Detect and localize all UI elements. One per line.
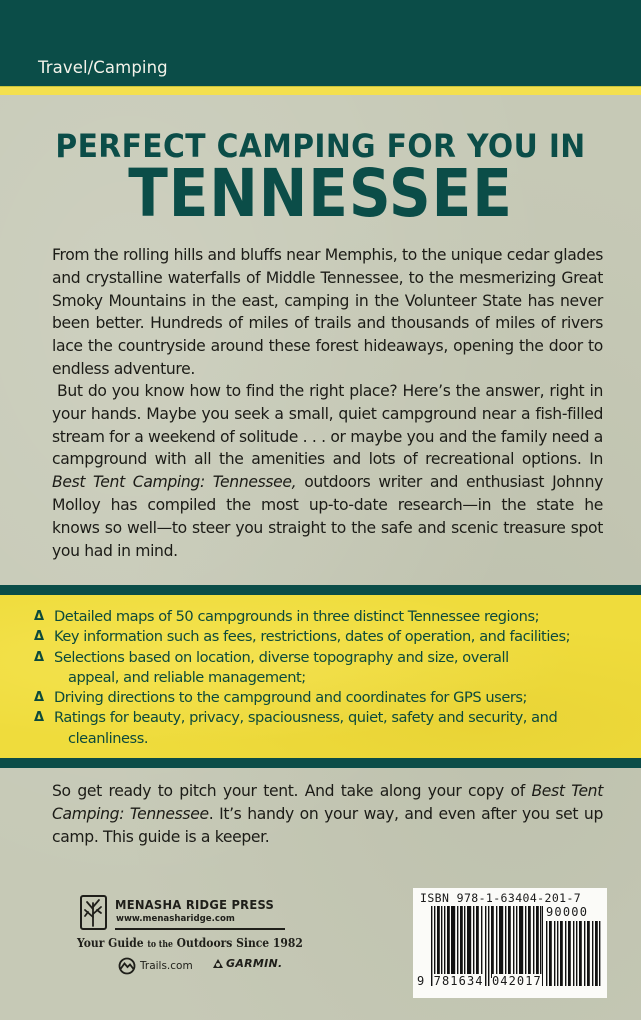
trails-logo (118, 957, 193, 975)
ean-right-digits: 042017 (491, 974, 542, 988)
description-paragraph-1: From the rolling hills and bluffs near Memphis, to the unique cedar glades and crystalline waterfalls of Middle Tennessee, to the mesmerizing Great Smoky Mountains in the east, camping in the Volunteer State has never been better. Hundreds of miles of trails and thousands of miles of rivers lace the countryside around these forest hideaways, opening the door to endless adventure. (52, 246, 603, 378)
title-line-1: PERFECT CAMPING FOR YOU IN (55, 127, 586, 165)
ean-digits (417, 974, 542, 988)
publisher-name: MENASHA RIDGE PRESS (115, 897, 275, 912)
ean-left-digits: 781634 (433, 974, 484, 988)
feature-text-continuation: appeal, and reliable management; (68, 668, 306, 686)
feature-text-continuation: cleanliness. (68, 729, 149, 747)
triangle-bullet-icon: Δ (34, 690, 44, 706)
feature-item (34, 688, 634, 708)
closing-paragraph (52, 780, 603, 849)
garmin-label: GARMIN. (226, 957, 283, 970)
feature-item (34, 708, 634, 749)
tagline-small-text: to the (147, 940, 173, 950)
garmin-logo-icon (212, 958, 224, 970)
mountain-circle-icon (118, 957, 136, 975)
header-yellow-rule (0, 86, 641, 95)
feature-text: Key information such as fees, restrictions, dates of operation, and facilities; (54, 628, 571, 646)
triangle-bullet-icon: Δ (34, 629, 44, 645)
feature-text: Ratings for beauty, privacy, spaciousness, quiet, safety and security, and (54, 709, 558, 727)
tagline-text-end: Outdoors Since 1982 (172, 935, 303, 950)
feature-text: Driving directions to the campground and coordinates for GPS users; (54, 689, 528, 707)
paragraph-2-text: But do you know how to find the right place? Here’s the answer, right in your hands. Maybe you seek a small, quiet campground near a fish-filled stream for a weekend of solitude . . . or maybe you and the family need a campground with all the amenities and lots of recreational options. In (52, 382, 603, 469)
feature-item (34, 607, 634, 627)
triangle-bullet-icon: Δ (34, 710, 44, 726)
publisher-tagline (77, 935, 303, 950)
category-label: Travel/Camping (38, 58, 168, 77)
publisher-block (77, 895, 303, 985)
price-code: 90000 (546, 905, 589, 919)
feature-item (34, 627, 634, 647)
feature-item (34, 648, 634, 689)
closing-text: So get ready to pitch your tent. And take along your copy of (52, 782, 532, 800)
features-list (34, 607, 634, 749)
title-line-2: TENNESSEE (128, 155, 513, 232)
feature-text: Detailed maps of 50 campgrounds in three distinct Tennessee regions; (54, 608, 540, 625)
paragraph-2-text-end: outdoors writer and enthusiast Johnny Molloy has compiled the most up-to-date research—in the state he knows so well—to steer you straight to the safe and scenic treasure spot you had in mind. (52, 473, 603, 560)
isbn-barcode (413, 888, 607, 998)
publisher-url[interactable]: www.menasharidge.com (116, 914, 235, 924)
feature-text: Selections based on location, diverse topography and size, overall (54, 648, 509, 666)
features-top-rule (0, 585, 641, 595)
addon-barcode-bars (546, 921, 601, 986)
triangle-bullet-icon: Δ (34, 609, 44, 624)
isbn-number: ISBN 978-1-63404-201-7 (420, 891, 582, 905)
book-title-italic: Best Tent Camping: Tennessee (52, 782, 603, 823)
triangle-bullet-icon: Δ (34, 649, 44, 665)
tagline-text: Your Guide (77, 935, 148, 950)
features-bottom-rule (0, 758, 641, 768)
header-band (0, 0, 641, 86)
ean-lead-digit: 9 (417, 974, 426, 988)
book-title-italic: Best Tent Camping: Tennessee, (52, 473, 297, 492)
closing-text-end: . It’s handy on your way, and even after you set up camp. This guide is a keeper. (52, 805, 603, 846)
tree-icon (80, 895, 107, 930)
description-paragraph-2 (52, 380, 603, 562)
publisher-divider (115, 928, 285, 930)
trails-label: Trails.com (140, 960, 193, 972)
garmin-logo (212, 957, 283, 970)
